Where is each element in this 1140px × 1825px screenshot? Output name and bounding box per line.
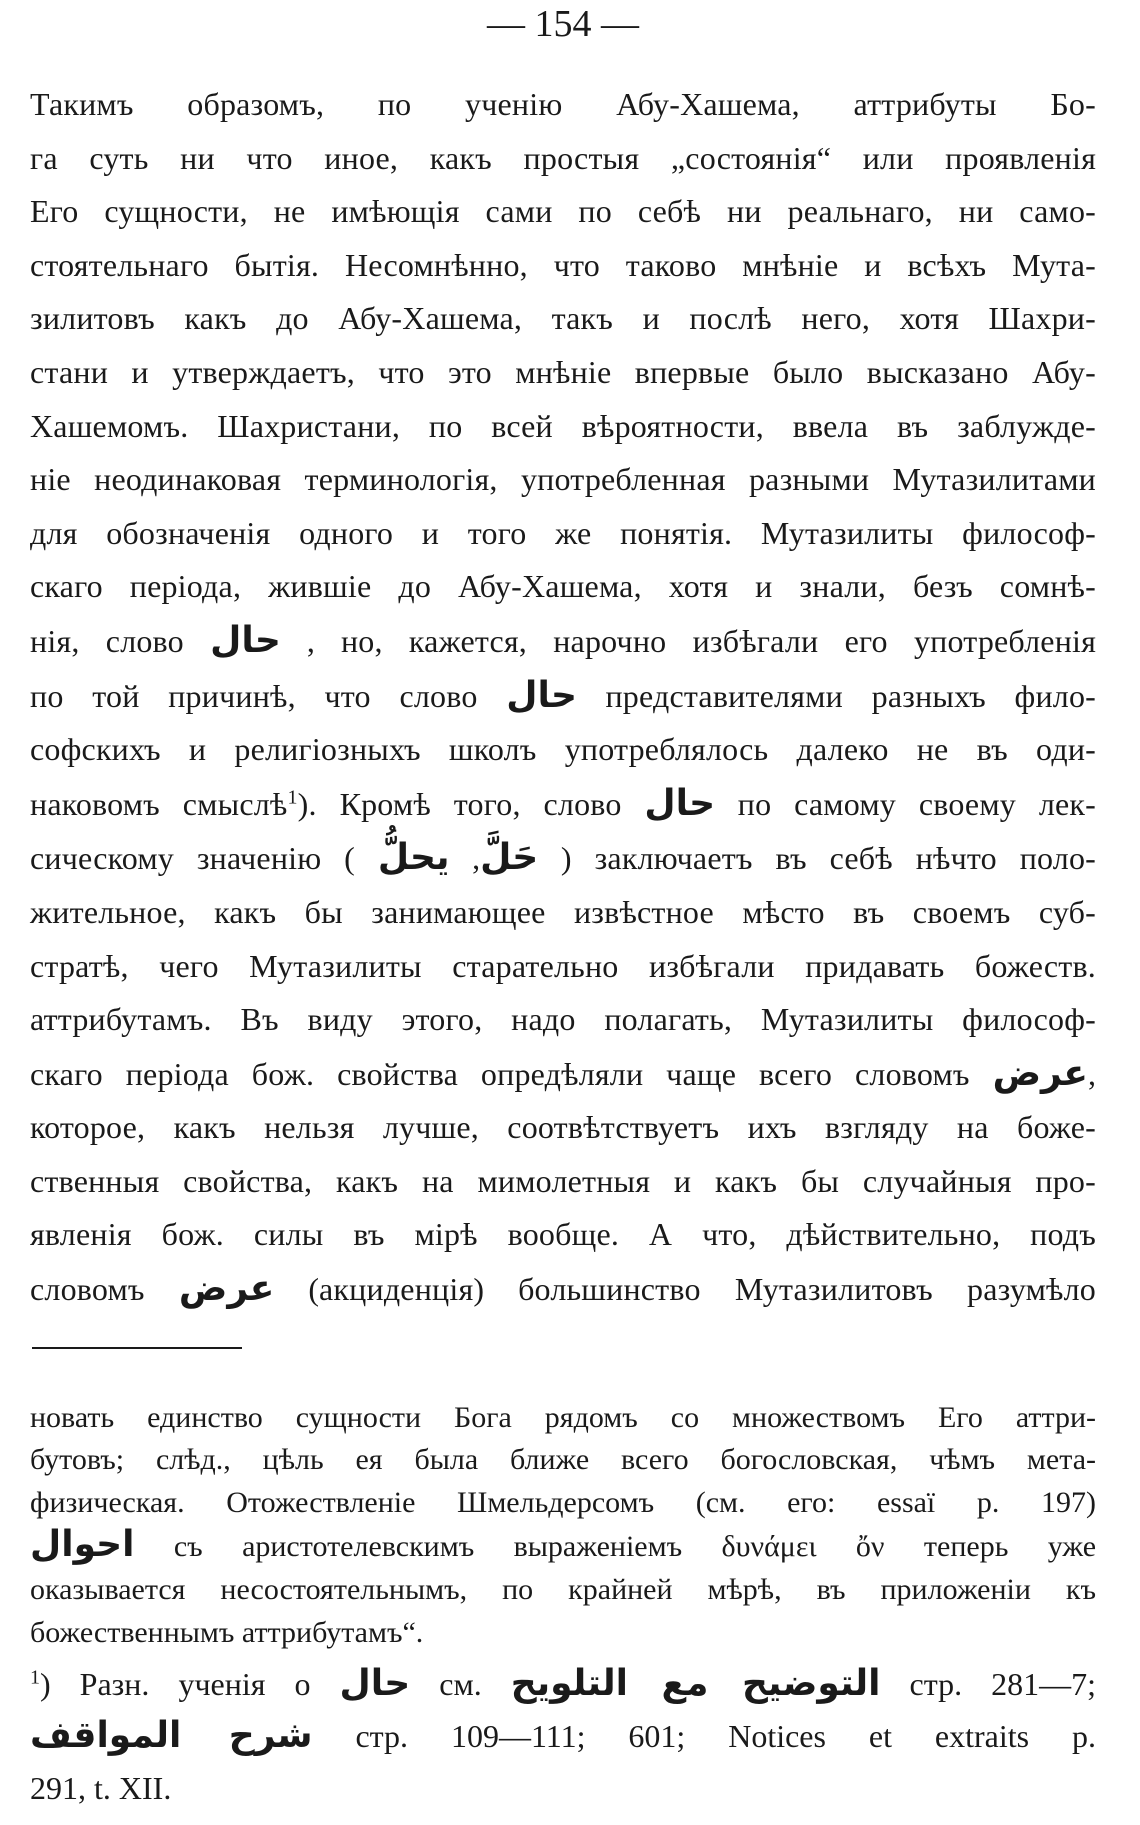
arabic-title: التوضيح مع التلويح (510, 1663, 881, 1705)
footnote-1 (30, 1658, 1096, 1814)
arabic-word: حال (506, 674, 577, 716)
text-line: ственныя свойства, какъ на мимолетныя и какъ бы случайныя про- (30, 1162, 1096, 1199)
arabic-word: حَلَّ (480, 837, 539, 879)
text-line (30, 1047, 1096, 1102)
arabic-word: حال (339, 1663, 411, 1705)
text-segment: (акциденція) большинство Мутазилитовъ разумѣло (308, 1271, 1097, 1308)
note-line: бутовъ; слѣд., цѣль ея была ближе всего богословская, чѣмъ мета- (30, 1443, 1096, 1477)
text-segment: стр. 281—7; (909, 1666, 1097, 1703)
text-segment: теперь уже (923, 1530, 1097, 1564)
text-line: Такимъ образомъ, по ученію Абу-Хашема, аттрибуты Бо- (30, 86, 1096, 122)
text-line: скаго періода, жившіе до Абу-Хашема, хотя и знали, безъ сомнѣ- (30, 568, 1096, 605)
text-line: стоятельнаго бытія. Несомнѣнно, что таково мнѣніе и всѣхъ Мута- (30, 246, 1096, 283)
text-segment: представителями разныхъ фило- (605, 677, 1097, 714)
note-line: оказывается несостоятельнымъ, по крайней мѣрѣ, въ приложеніи къ (30, 1573, 1096, 1607)
note-line: божественнымъ аттрибутамъ“. (30, 1615, 424, 1649)
text-line: явленія бож. силы въ мірѣ вообще. А что, дѣйствительно, подъ (30, 1216, 1096, 1253)
text-line: стратѣ, чего Мутазилиты старательно избѣгали придавать божеств. (30, 947, 1096, 984)
text-segment: , (1088, 1055, 1096, 1092)
text-segment: съ аристотелевскимъ выраженіемъ (173, 1530, 683, 1564)
text-line: Его сущности, не имѣющія сами по себѣ ни реальнаго, ни само- (30, 193, 1096, 230)
text-line (30, 614, 1096, 669)
arabic-word: عرض (178, 1268, 275, 1310)
footnote-line: 291, t. XII. (30, 1770, 172, 1807)
text-segment: сическому значенію ( (30, 840, 356, 877)
arabic-word: يحلُّ (377, 837, 450, 879)
footnote-line (30, 1710, 1096, 1762)
text-line (30, 1262, 1096, 1317)
text-line: зилитовъ какъ до Абу-Хашема, такъ и послѣ него, хотя Шахри- (30, 300, 1096, 337)
text-segment: словомъ (30, 1271, 145, 1308)
arabic-word: حال (210, 619, 281, 661)
text-segment: , но, кажется, нарочно избѣгали его употребленія (306, 622, 1097, 659)
text-line: стани и утверждаетъ, что это мнѣніе впервые было высказано Абу- (30, 353, 1096, 390)
arabic-word: حال (644, 782, 716, 824)
text-segment: ) Разн. ученія о (40, 1666, 311, 1703)
text-line: жительное, какъ бы занимающее извѣстное мѣсто въ своемъ суб- (30, 893, 1096, 930)
footnote-line (30, 1658, 1096, 1710)
note-line: новать единство сущности Бога рядомъ со множествомъ Его аттри- (30, 1400, 1096, 1434)
footnote-mark: 1 (30, 1666, 40, 1689)
text-line (30, 777, 1096, 832)
text-line: которое, какъ нельзя лучше, соотвѣтствуетъ ихъ взгляду на боже- (30, 1109, 1096, 1146)
text-line: Хашемомъ. Шахристани, по всей вѣроятности, ввела въ заблужде- (30, 407, 1096, 444)
arabic-title: شرح المواقف (30, 1715, 313, 1757)
text-line: аттрибутамъ. Въ виду этого, надо полагать, Мутазилиты философ- (30, 1001, 1096, 1038)
text-segment: см. (439, 1666, 482, 1703)
arabic-word: عرض (992, 1052, 1088, 1094)
text-line: для обозначенія одного и того же понятія. Мутазилиты философ- (30, 514, 1096, 551)
footnote-ref: 1 (287, 786, 298, 809)
note-line (30, 1524, 1096, 1569)
text-line (30, 831, 1096, 886)
text-line (30, 669, 1096, 724)
page-number: — 154 — (487, 3, 639, 45)
footnote-divider (32, 1347, 242, 1349)
greek-phrase: δυνάμει ὄν (721, 1530, 885, 1564)
text-segment: скаго періода бож. свойства опредѣляли чаще всего словомъ (30, 1055, 970, 1092)
text-segment: по самому своему лек- (737, 785, 1096, 822)
text-line: софскихъ и религіозныхъ школъ употреблялось далеко не въ оди- (30, 731, 1096, 768)
text-segment: наковомъ смыслѣ (30, 785, 288, 822)
text-segment: ) заключаетъ въ себѣ нѣчто поло- (560, 840, 1097, 877)
text-segment: ). Кромѣ того, слово (297, 785, 622, 822)
note-line: физическая. Отожествленіе Шмельдерсомъ (см. его: essaï p. 197) (30, 1485, 1096, 1519)
arabic-word: احوال (30, 1524, 135, 1566)
text-segment: , (472, 840, 481, 877)
text-segment: нія, слово (30, 622, 184, 659)
text-segment: стр. 109—111; 601; Notices et extraits p. (355, 1718, 1097, 1755)
footnote-continuation (30, 1397, 1096, 1655)
text-line: га суть ни что иное, какъ простыя „состоянія“ или проявленія (30, 139, 1096, 176)
text-line: ніе неодинаковая терминологія, употребленная разными Мутазилитами (30, 461, 1096, 498)
text-segment: по той причинѣ, что слово (30, 677, 478, 714)
main-text (30, 78, 1096, 1317)
